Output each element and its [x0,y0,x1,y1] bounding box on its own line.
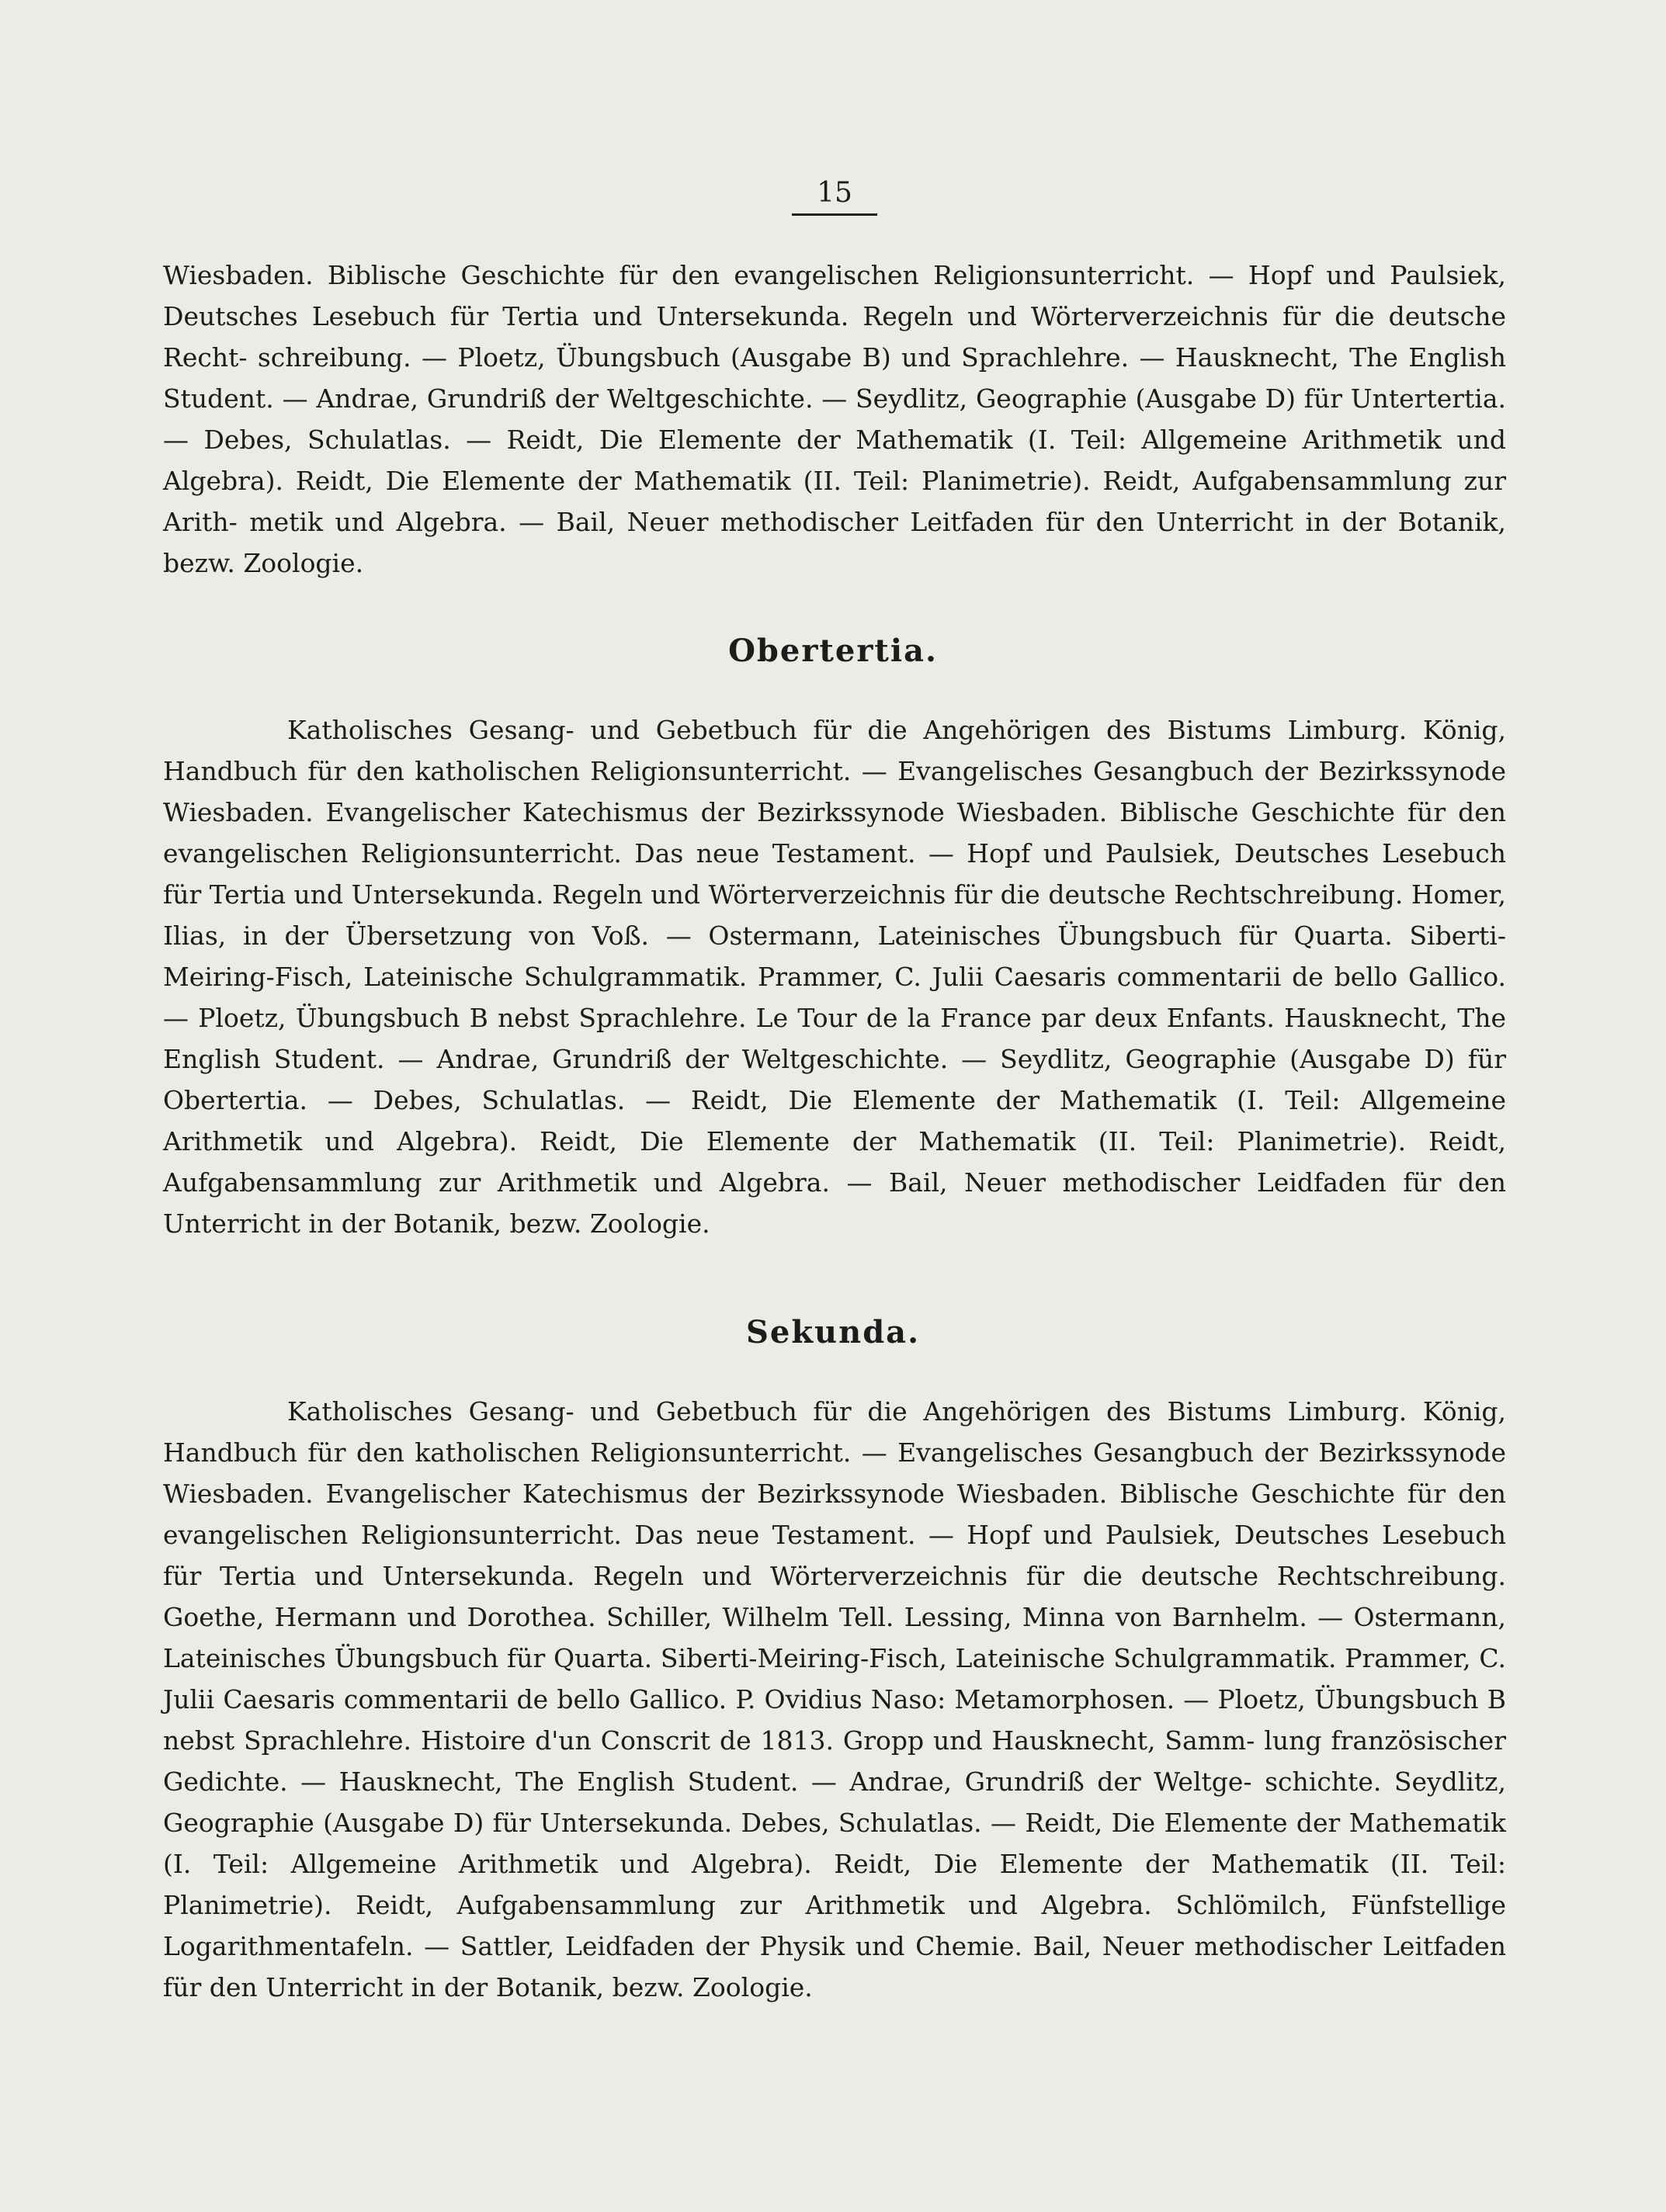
obertertia-paragraph-block [163,709,1506,1244]
intro-paragraph-block [163,255,1506,584]
sekunda-paragraph: Katholisches Gesang- und Gebetbuch für die Angehörigen des Bistums Limburg. König, Handbuch für den katholischen Religionsunterricht. — Evangelisches Gesangbuch der Bezirkssynode Wiesbaden. Evangelischer Katechismus der Bezirkssynode Wiesbaden. Biblische Geschichte für den evangelischen Religionsunterricht. Das neue Testament. — Hopf und Paulsiek, Deutsches Lesebuch für Tertia und Untersekunda. Regeln und Wörterverzeichnis für die deutsche Rechtschreibung. Goethe, Hermann und Dorothea. Schiller, Wilhelm Tell. Lessing, Minna von Barnhelm. — Ostermann, Lateinisches Übungsbuch für Quarta. Siberti-Meiring-Fisch, Lateinische Schulgrammatik. Prammer, C. Julii Caesaris commentarii de bello Gallico. P. Ovidius Naso: Metamorphosen. — Ploetz, Übungsbuch B nebst Sprachlehre. Histoire d'un Conscrit de 1813. Gropp und Hausknecht, Samm- lung französischer Gedichte. — Hausknecht, The English Student. — Andrae, Grundriß der Weltge- schichte. Seydlitz, Geographie (Ausgabe D) für Untersekunda. Debes, Schulatlas. — Reidt, Die Elemente der Mathematik (I. Teil: Allgemeine Arithmetik und Algebra). Reidt, Die Elemente der Mathematik (II. Teil: Planimetrie). Reidt, Aufgabensammlung zur Arithmetik und Algebra. Schlömilch, Fünfstellige Logarithmentafeln. — Sattler, Leidfaden der Physik und Chemie. Bail, Neuer methodischer Leitfaden für den Unterricht in der Botanik, bezw. Zoologie. [163,1396,1506,2002]
section-heading-obertertia: Obertertia. [728,633,938,669]
page-number: 15 [792,177,877,216]
section-heading-sekunda: Sekunda. [745,1314,921,1350]
obertertia-paragraph: Katholisches Gesang- und Gebetbuch für die Angehörigen des Bistums Limburg. König, Handbuch für den katholischen Religionsunterricht. — Evangelisches Gesangbuch der Bezirkssynode Wiesbaden. Evangelischer Katechismus der Bezirkssynode Wiesbaden. Biblische Geschichte für den evangelischen Religionsunterricht. Das neue Testament. — Hopf und Paulsiek, Deutsches Lesebuch für Tertia und Untersekunda. Regeln und Wörterverzeichnis für die deutsche Rechtschreibung. Homer, Ilias, in der Übersetzung von Voß. — Ostermann, Lateinisches Übungsbuch für Quarta. Siberti- Meiring-Fisch, Lateinische Schulgrammatik. Prammer, C. Julii Caesaris commentarii de bello Gallico. — Ploetz, Übungsbuch B nebst Sprachlehre. Le Tour de la France par deux Enfants. Hausknecht, The English Student. — Andrae, Grundriß der Weltgeschichte. — Seydlitz, Geographie (Ausgabe D) für Obertertia. — Debes, Schulatlas. — Reidt, Die Elemente der Mathematik (I. Teil: Allgemeine Arithmetik und Algebra). Reidt, Die Elemente der Mathematik (II. Teil: Planimetrie). Reidt, Aufgabensammlung zur Arithmetik und Algebra. — Bail, Neuer methodischer Leidfaden für den Unterricht in der Botanik, bezw. Zoologie. [163,715,1506,1239]
intro-paragraph: Wiesbaden. Biblische Geschichte für den evangelischen Religionsunterricht. — Hopf und Paulsiek, Deutsches Lesebuch für Tertia und Untersekunda. Regeln und Wörterverzeichnis für die deutsche Recht- schreibung. — Ploetz, Übungsbuch (Ausgabe B) und Sprachlehre. — Hausknecht, The English Student. — Andrae, Grundriß der Weltgeschichte. — Seydlitz, Geographie (Ausgabe D) für Untertertia. — Debes, Schulatlas. — Reidt, Die Elemente der Mathematik (I. Teil: Allgemeine Arithmetik und Algebra). Reidt, Die Elemente der Mathematik (II. Teil: Planimetrie). Reidt, Aufgabensammlung zur Arith- metik und Algebra. — Bail, Neuer methodischer Leitfaden für den Unterricht in der Botanik, bezw. Zoologie. [163,260,1506,578]
sekunda-paragraph-block [163,1391,1506,2008]
